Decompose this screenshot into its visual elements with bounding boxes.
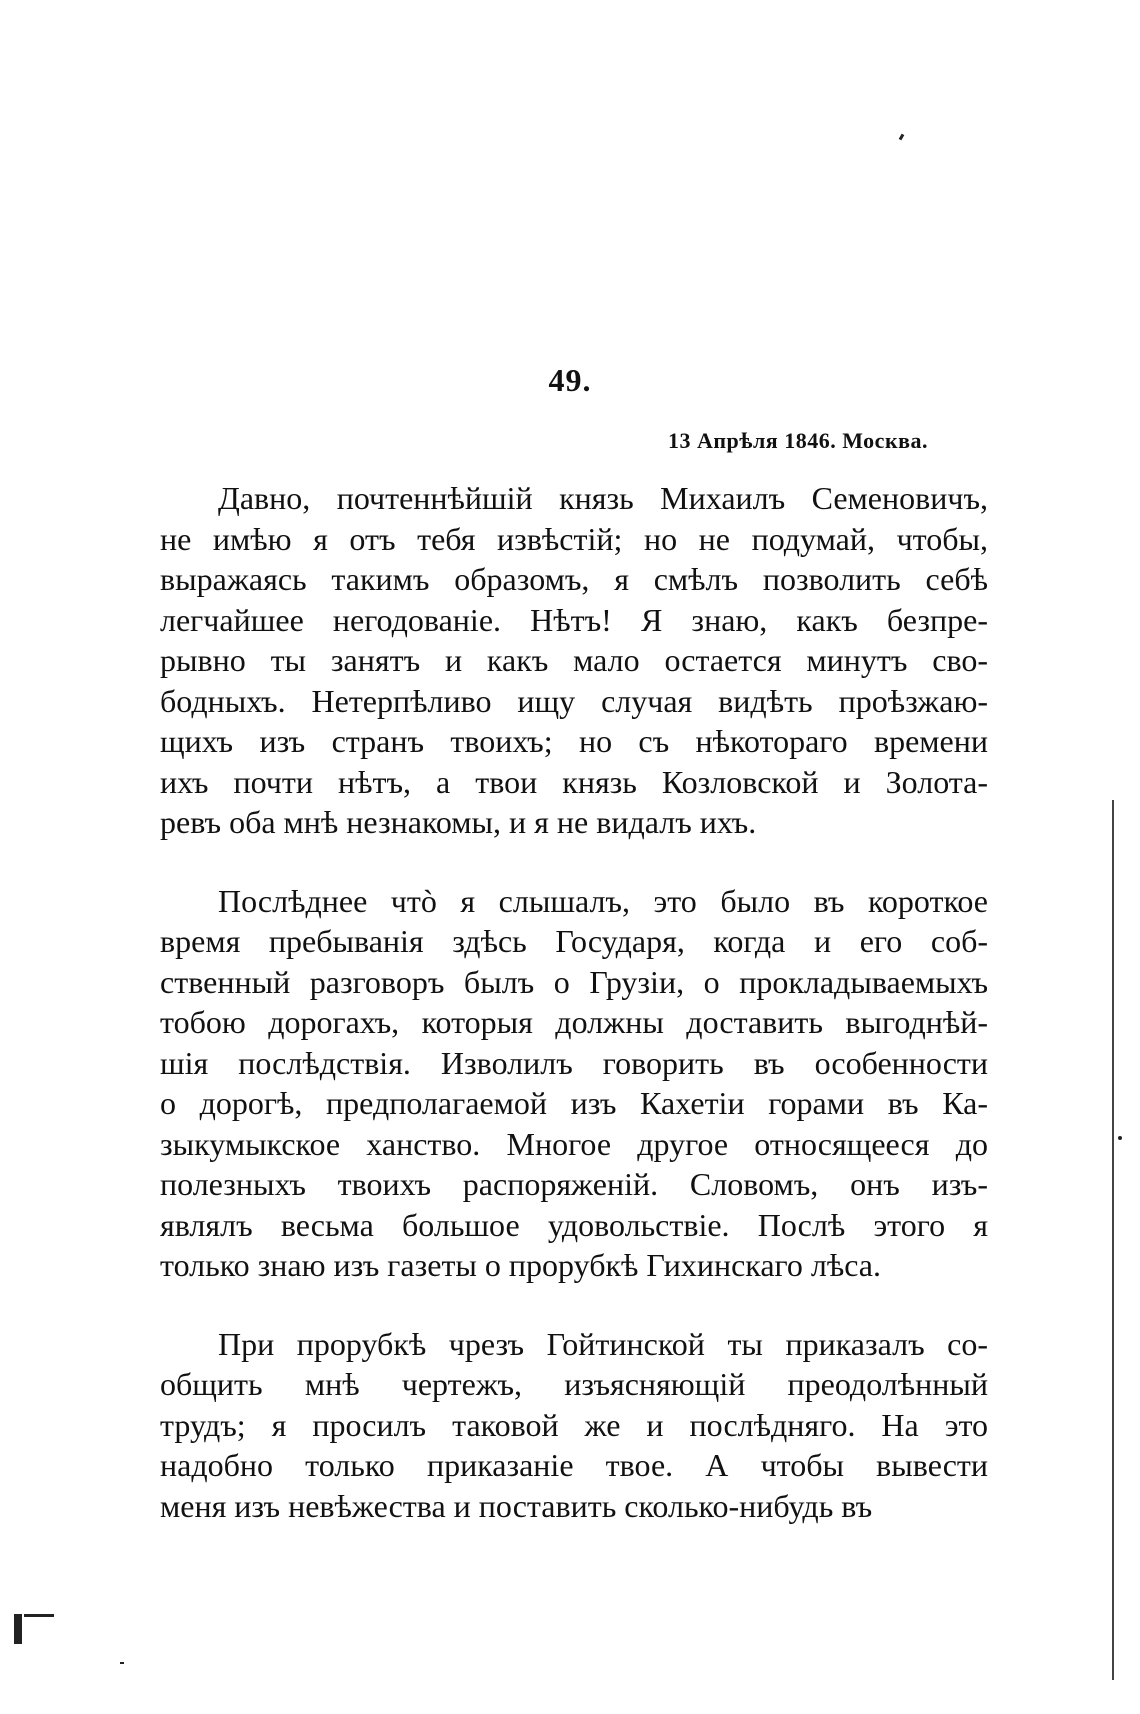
letter-dateline: 13 Апрѣля 1846. Москва.	[667, 428, 928, 453]
text-line: рывно ты занятъ и какъ мало остается минутъ сво-	[160, 642, 988, 678]
text-line: время пребыванія здѣсь Государя, когда и его соб-	[160, 923, 988, 959]
text-line: трудъ; я просилъ таковой же и послѣдняго. На это	[160, 1406, 988, 1443]
letter-body	[160, 478, 988, 1564]
scan-speck	[1118, 1136, 1122, 1140]
text-line: зыкумыкское ханство. Многое другое относящееся до	[160, 1125, 988, 1162]
text-line: При прорубкѣ чрезъ Гойтинской ты приказалъ со-	[218, 1325, 988, 1362]
text-line: шія послѣдствія. Изволилъ говорить въ особенности	[160, 1044, 988, 1081]
letter-number: 49.	[548, 362, 592, 398]
text-line: меня изъ невѣжества и поставить сколько-нибудь въ	[160, 1487, 873, 1524]
text-line: щихъ изъ странъ твоихъ; но съ нѣкотораго времени	[160, 723, 988, 759]
scan-mark	[24, 1614, 54, 1617]
text-line: бодныхъ. Нетерпѣливо ищу случая видѣть проѣзжаю-	[160, 682, 988, 719]
text-line: выражаясь такимъ образомъ, я смѣлъ позволить себѣ	[160, 561, 988, 597]
text-line: легчайшее негодованіе. Нѣтъ! Я знаю, какъ безпре-	[160, 601, 988, 638]
scan-speck	[899, 134, 905, 141]
text-line: полезныхъ твоихъ распоряженій. Словомъ, онъ изъ-	[160, 1166, 988, 1202]
text-line: Давно, почтеннѣйшій князь Михаилъ Семеновичъ,	[218, 480, 988, 516]
text-line: тобою дорогахъ, которыя должны доставить выгоднѣй-	[160, 1004, 988, 1040]
text-line: общить мнѣ чертежъ, изъясняющій преодолѣнный	[160, 1366, 988, 1402]
paragraph-2	[160, 881, 988, 1286]
text-line: ихъ почти нѣтъ, а твои князь Козловской и Золота-	[160, 763, 988, 800]
text-line: являлъ весьма большое удовольствіе. Послѣ этого я	[160, 1206, 988, 1243]
text-line: о дорогѣ, предполагаемой изъ Кахетіи горами въ Ка-	[160, 1085, 988, 1121]
paragraph-1	[160, 478, 988, 843]
scan-mark	[14, 1614, 22, 1644]
text-line: Послѣднее чтò я слышалъ, это было въ короткое	[218, 882, 988, 919]
scan-edge-line	[1112, 800, 1114, 1680]
text-line: не имѣю я отъ тебя извѣстій; но не подумай, чтобы,	[160, 520, 988, 557]
scan-speck	[120, 1662, 124, 1664]
text-line: надобно только приказаніе твое. А чтобы вывести	[160, 1447, 988, 1483]
text-line: ревъ оба мнѣ незнакомы, и я не видалъ ихъ.	[160, 804, 757, 840]
text-line: только знаю изъ газеты о прорубкѣ Гихинскаго лѣса.	[160, 1247, 881, 1283]
text-line: ственный разговоръ былъ о Грузіи, о прокладываемыхъ	[160, 963, 988, 1000]
paragraph-3	[160, 1324, 988, 1527]
